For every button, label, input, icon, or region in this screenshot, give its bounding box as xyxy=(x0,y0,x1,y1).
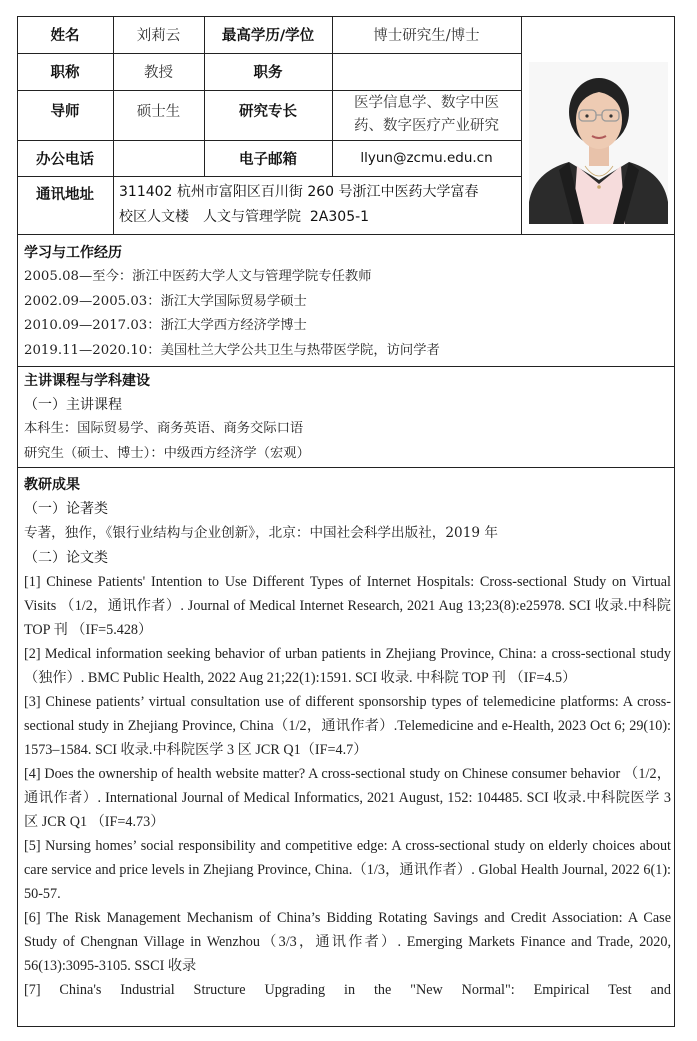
paper-item: [5] Nursing homes’ social responsibility and competitive edge: A cross-sectional study on elderly choices about care service and price levels in Zhejiang Province, China.（1/3，通讯作者）. Global Health Journal, 2022 6(1): 50-57. xyxy=(24,837,671,902)
name-label: 姓名 xyxy=(50,28,80,44)
experience-item: 2019.11—2020.10：美国杜兰大学公共卫生与热带医学院，访问学者 xyxy=(24,342,440,358)
paper-item: [7] China's Industrial Structure Upgrading in the "New Normal": Empirical Test and xyxy=(24,981,671,998)
book-item: 专著，独作，《银行业结构与企业创新》，北京：中国社会科学出版社，2019 年 xyxy=(24,525,498,541)
research-section xyxy=(24,473,671,1002)
experience-section xyxy=(24,241,671,363)
section-divider xyxy=(17,234,675,235)
experience-item: 2002.09—2005.03：浙江大学国际贸易学硕士 xyxy=(24,293,307,309)
name-value: 刘莉云 xyxy=(136,28,181,44)
title-value: 教授 xyxy=(144,65,173,81)
section-divider xyxy=(17,366,675,367)
expertise-value: 医学信息学、数字中医药、数字医疗产业研究 xyxy=(354,95,499,134)
paper-item: [4] Does the ownership of health website matter? A cross-sectional study on Chinese consumer behavior （1/2，通讯作者）. International Journal of Medical Informatics, 2021 August, 152: 104485. SCI 收录.中科院医学 3 区 JCR Q1 （IF=4.73） xyxy=(24,765,671,830)
email-value[interactable]: llyun@zcmu.edu.cn xyxy=(360,150,493,166)
col-divider xyxy=(521,16,522,234)
email-label: 电子邮箱 xyxy=(239,151,297,168)
books-subtitle: （一）论著类 xyxy=(24,501,108,517)
profile-photo xyxy=(529,62,668,224)
paper-item: [1] Chinese Patients' Intention to Use Different Types of Internet Hospitals: Cross-sectional Study on Virtual Visits （1/2，通讯作者）. Journal of Medical Internet Research, 2021 Aug 13;23(8):e25978. SCI 收录.中科院 TOP 刊 （IF=5.428） xyxy=(24,573,671,638)
paper-item: [3] Chinese patients’ virtual consultation use of different sponsorship types of telemedicine platforms: A cross-sectional study in Zhejiang Province, China（1/2，通讯作者）.Telemedicine and e-Health, 2023 Oct 6; 29(10): 1573–1584. SCI 收录.中科院医学 3 区 JCR Q1（IF=4.7） xyxy=(24,693,671,758)
courses-title: 主讲课程与学科建设 xyxy=(24,373,150,389)
experience-title: 学习与工作经历 xyxy=(24,245,122,261)
advisor-label: 导师 xyxy=(50,103,80,120)
paper-item: [2] Medical information seeking behavior of urban patients in Zhejiang Province, China: a cross-sectional study （独作）. BMC Public Health, 2022 Aug 21;22(1):1591. SCI 收录. 中科院 TOP 刊 （IF=4.5） xyxy=(24,645,671,686)
phone-label: 办公电话 xyxy=(36,151,94,168)
title-label: 职称 xyxy=(50,65,80,81)
papers-subtitle: （二）论文类 xyxy=(24,549,108,566)
address-label: 通讯地址 xyxy=(36,186,94,203)
expertise-label: 研究专长 xyxy=(239,103,297,120)
position-value xyxy=(332,53,521,90)
courses-subtitle: （一）主讲课程 xyxy=(24,397,122,413)
experience-item: 2010.09—2017.03：浙江大学西方经济学博士 xyxy=(24,318,307,333)
paper-item: [6] The Risk Management Mechanism of China’s Bidding Rotating Savings and Credit Association: A Case Study of Chengnan Village in Wenzhou（3/3，通讯作者）. Emerging Markets Finance and Trade, 2020, 56(13):3095-3105. SSCI 收录 xyxy=(24,909,671,974)
course-item: 本科生：国际贸易学、商务英语、商务交际口语 xyxy=(24,421,304,436)
degree-value: 博士研究生/博士 xyxy=(373,28,480,44)
experience-item: 2005.08—至今：浙江中医药大学人文与管理学院专任教师 xyxy=(24,269,372,284)
address-line-1: 311402 杭州市富阳区百川街 260 号浙江中医药大学富春 xyxy=(119,184,479,200)
advisor-value: 硕士生 xyxy=(136,103,181,120)
research-title: 教研成果 xyxy=(24,477,80,493)
section-divider xyxy=(17,467,675,468)
degree-label: 最高学历/学位 xyxy=(221,28,315,44)
address-value xyxy=(113,176,521,234)
phone-value xyxy=(113,140,204,176)
address-line-2: 校区人文楼 人文与管理学院 2A305-1 xyxy=(119,209,370,225)
position-label: 职务 xyxy=(253,65,283,81)
course-item: 研究生（硕士、博士）：中级西方经济学（宏观） xyxy=(24,445,310,461)
portrait-image xyxy=(529,62,668,224)
courses-section xyxy=(24,369,671,466)
